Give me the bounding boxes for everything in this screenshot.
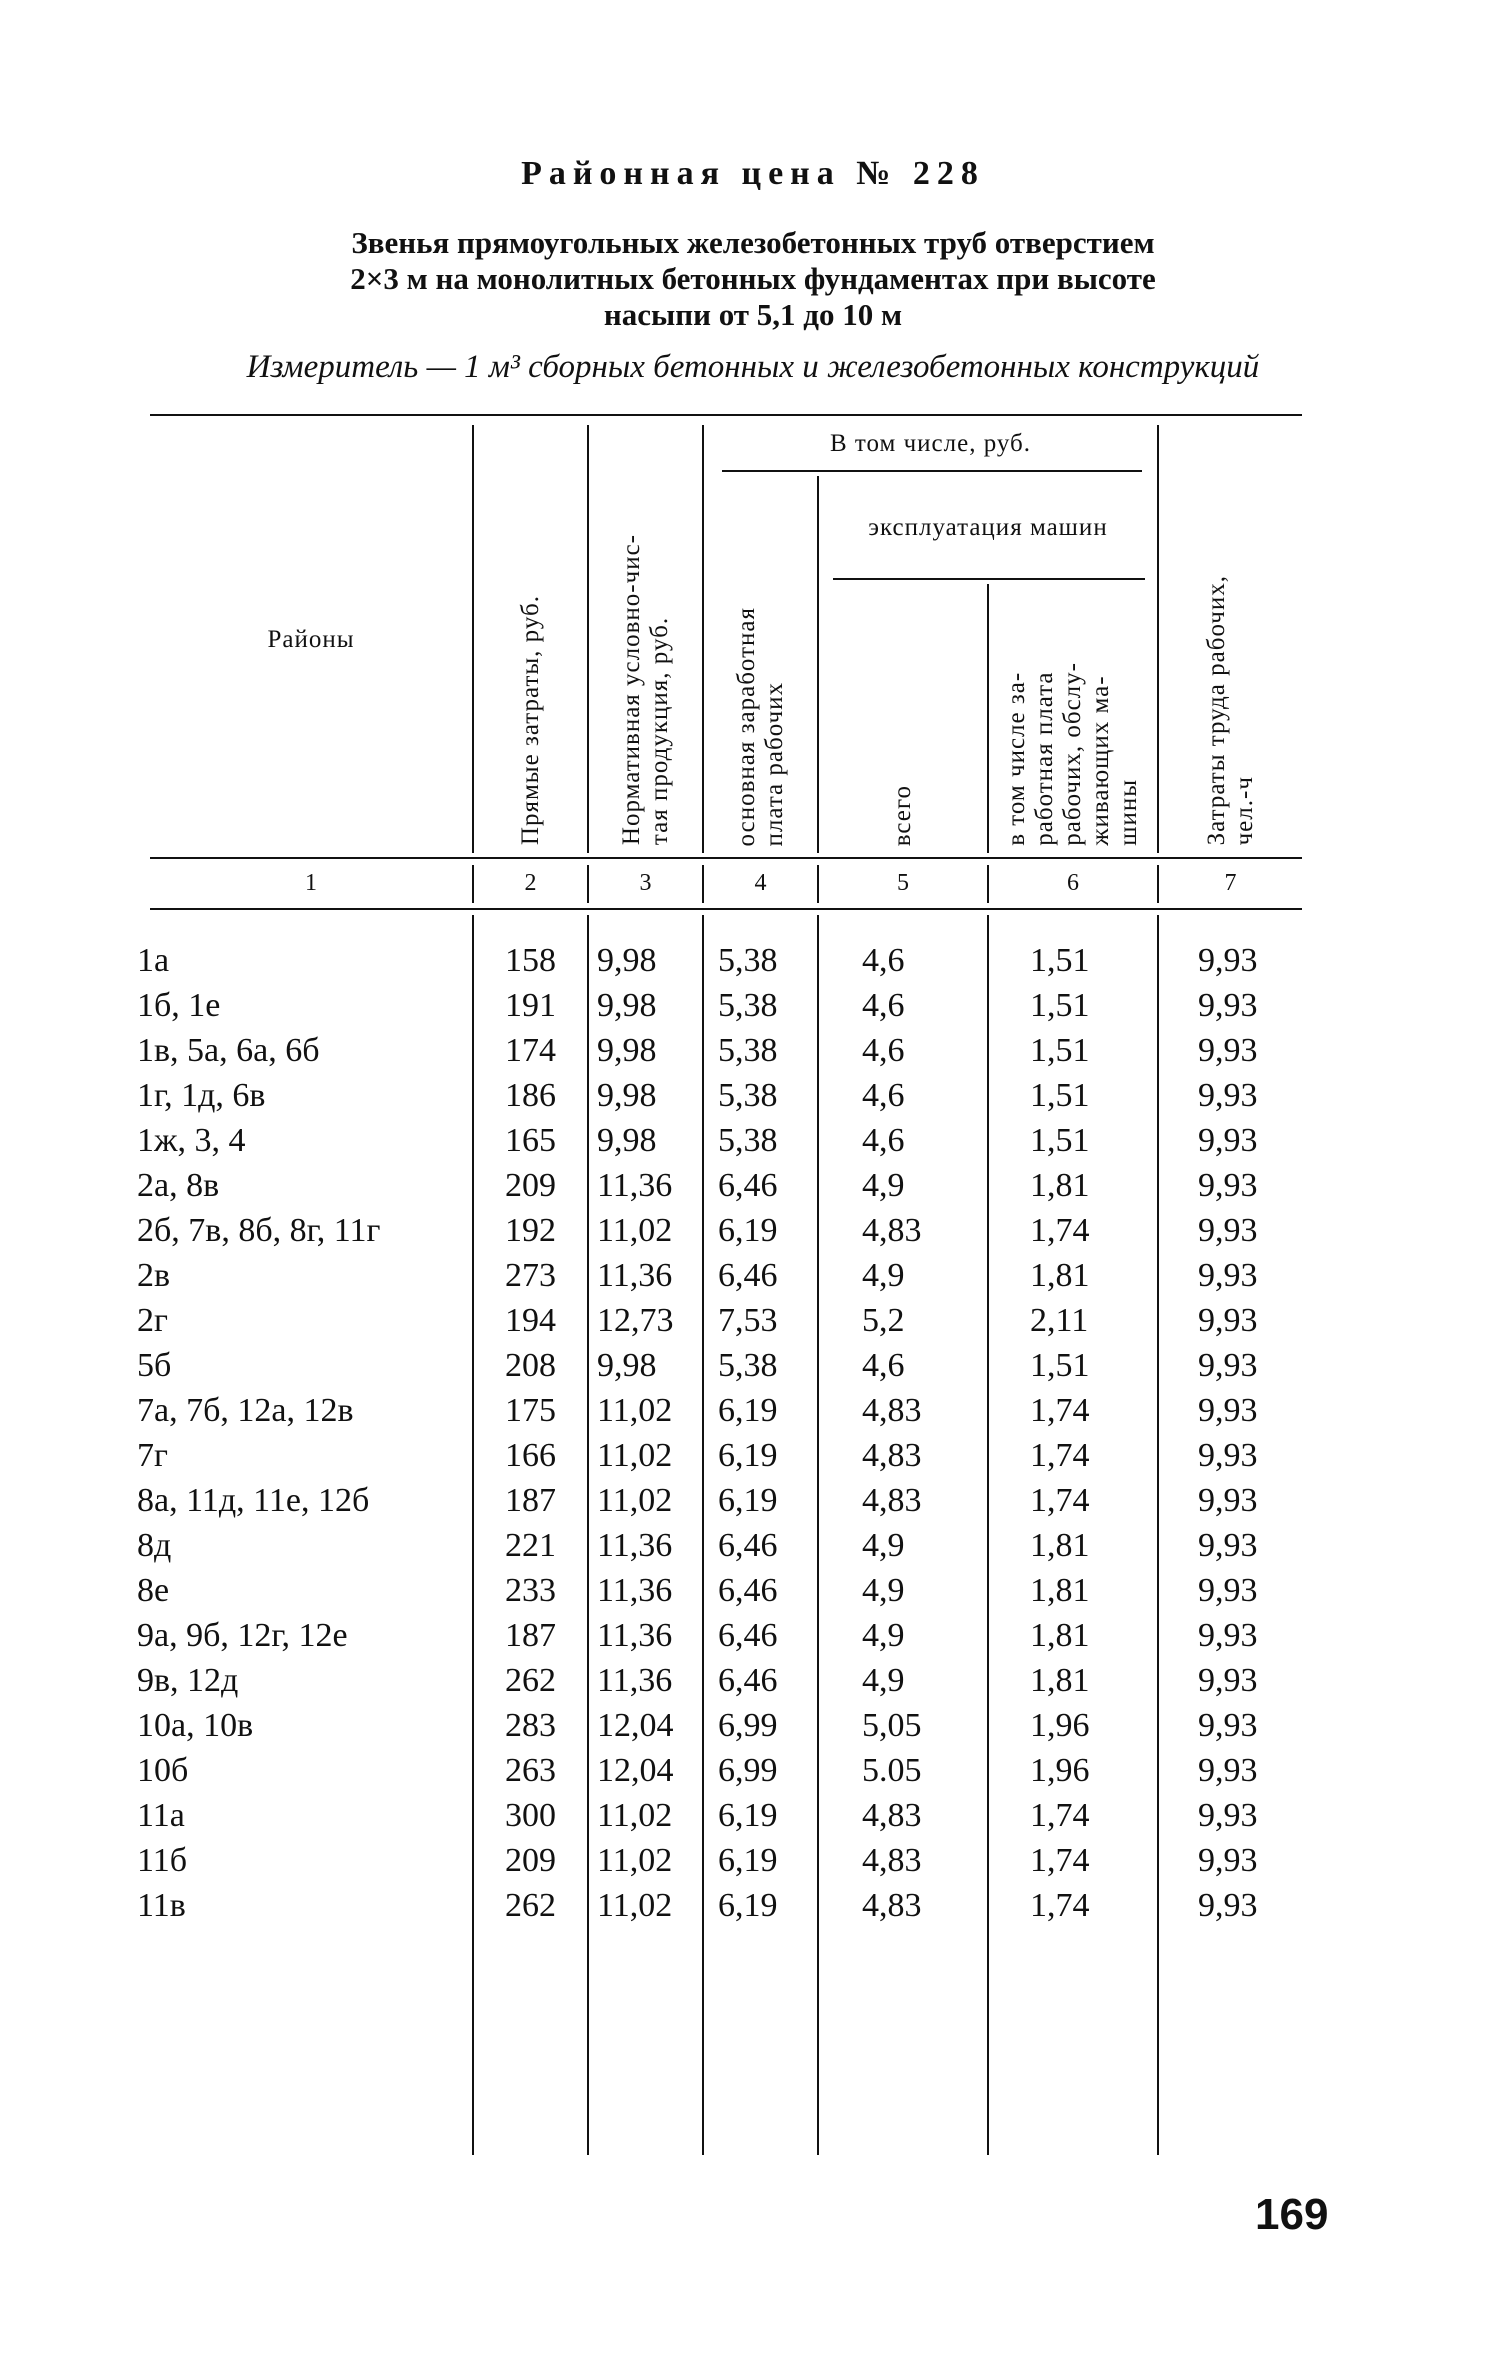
cell-region: 5б — [137, 1347, 172, 1384]
header-base-wage — [704, 476, 817, 846]
cell-region: 10а, 10в — [137, 1707, 254, 1744]
cell-machines-total: 5.05 — [862, 1752, 922, 1789]
cell-machine-wage: 2,11 — [1030, 1302, 1089, 1339]
header-base-wage-text: основная заработная плата рабочих — [732, 606, 788, 846]
cell-machine-wage: 1,96 — [1030, 1707, 1090, 1744]
cell-normative: 11,02 — [597, 1797, 673, 1834]
cell-base-wage: 6,46 — [718, 1257, 778, 1294]
cell-region: 1в, 5а, 6а, 6б — [137, 1032, 320, 1069]
cell-region: 2в — [137, 1257, 171, 1294]
cell-base-wage: 6,19 — [718, 1797, 778, 1834]
cell-base-wage: 6,19 — [718, 1437, 778, 1474]
cell-labor: 9,93 — [1198, 1437, 1258, 1474]
cell-machines-total: 4,83 — [862, 1392, 922, 1429]
cell-machines-total: 4,9 — [862, 1527, 905, 1564]
page-subtitle — [0, 225, 1506, 333]
cell-direct-costs: 209 — [505, 1167, 556, 1204]
cell-region: 9в, 12д — [137, 1662, 239, 1699]
cell-base-wage: 6,19 — [718, 1212, 778, 1249]
table-row — [0, 938, 1506, 983]
cell-labor: 9,93 — [1198, 1392, 1258, 1429]
header-bottom-rule — [150, 857, 1302, 859]
table-row — [0, 1838, 1506, 1883]
header-direct-costs — [474, 425, 587, 845]
cell-direct-costs: 186 — [505, 1077, 556, 1114]
cell-labor: 9,93 — [1198, 1707, 1258, 1744]
cell-labor: 9,93 — [1198, 1077, 1258, 1114]
cell-machine-wage: 1,74 — [1030, 1437, 1090, 1474]
cell-machines-total: 5,05 — [862, 1707, 922, 1744]
cell-labor: 9,93 — [1198, 1842, 1258, 1879]
cell-direct-costs: 165 — [505, 1122, 556, 1159]
header-labor-text: Затраты труда рабочих, чел.-ч — [1202, 574, 1258, 845]
cell-base-wage: 6,99 — [718, 1707, 778, 1744]
table-row — [0, 1163, 1506, 1208]
table-row — [0, 983, 1506, 1028]
cell-machines-total: 4,6 — [862, 987, 905, 1024]
cell-machine-wage: 1,51 — [1030, 1032, 1090, 1069]
cell-machines-total: 4,83 — [862, 1842, 922, 1879]
cell-normative: 11,02 — [597, 1842, 673, 1879]
cell-machine-wage: 1,51 — [1030, 1077, 1090, 1114]
cell-machine-wage: 1,81 — [1030, 1617, 1090, 1654]
column-number: 2 — [524, 870, 537, 896]
cell-machine-wage: 1,74 — [1030, 1392, 1090, 1429]
cell-labor: 9,93 — [1198, 1257, 1258, 1294]
cell-normative: 11,02 — [597, 1887, 673, 1924]
cell-direct-costs: 273 — [505, 1257, 556, 1294]
cell-machines-total: 4,6 — [862, 1077, 905, 1114]
cell-region: 1б, 1е — [137, 987, 221, 1024]
cell-machines-total: 4,6 — [862, 1032, 905, 1069]
cell-base-wage: 6,46 — [718, 1527, 778, 1564]
cell-labor: 9,93 — [1198, 1212, 1258, 1249]
cell-machines-total: 4,6 — [862, 942, 905, 979]
cell-labor: 9,93 — [1198, 1347, 1258, 1384]
cell-base-wage: 5,38 — [718, 1347, 778, 1384]
cell-region: 8а, 11д, 11е, 12б — [137, 1482, 370, 1519]
cell-region: 8д — [137, 1527, 172, 1564]
cell-machine-wage: 1,51 — [1030, 942, 1090, 979]
cell-base-wage: 5,38 — [718, 1122, 778, 1159]
cell-machine-wage: 1,51 — [1030, 1122, 1090, 1159]
table-row — [0, 1118, 1506, 1163]
cell-labor: 9,93 — [1198, 1887, 1258, 1924]
cell-region: 2б, 7в, 8б, 8г, 11г — [137, 1212, 381, 1249]
cell-region: 2г — [137, 1302, 168, 1339]
table-row — [0, 1478, 1506, 1523]
cell-direct-costs: 233 — [505, 1572, 556, 1609]
cell-direct-costs: 209 — [505, 1842, 556, 1879]
cell-normative: 9,98 — [597, 1347, 657, 1384]
cell-machine-wage: 1,51 — [1030, 987, 1090, 1024]
cell-machines-total: 4,83 — [862, 1482, 922, 1519]
cell-machines-total: 4,9 — [862, 1662, 905, 1699]
cell-direct-costs: 191 — [505, 987, 556, 1024]
cell-labor: 9,93 — [1198, 1662, 1258, 1699]
header-normative — [589, 425, 702, 845]
header-including: В том числе, руб. — [829, 430, 1032, 457]
table-top-rule — [150, 414, 1302, 416]
column-number: 6 — [1067, 870, 1079, 896]
cell-base-wage: 6,46 — [718, 1662, 778, 1699]
cell-labor: 9,93 — [1198, 1572, 1258, 1609]
cell-machine-wage: 1,74 — [1030, 1887, 1090, 1924]
table-row — [0, 1883, 1506, 1928]
cell-machines-total: 4,9 — [862, 1617, 905, 1654]
cell-normative: 12,04 — [597, 1752, 674, 1789]
cell-direct-costs: 263 — [505, 1752, 556, 1789]
cell-normative: 11,36 — [597, 1572, 673, 1609]
cell-normative: 11,36 — [597, 1662, 673, 1699]
cell-direct-costs: 262 — [505, 1887, 556, 1924]
cell-base-wage: 6,19 — [718, 1392, 778, 1429]
header-total — [819, 584, 987, 846]
table-row — [0, 1208, 1506, 1253]
cell-machine-wage: 1,74 — [1030, 1212, 1090, 1249]
page-heading: Районная цена № 228 — [521, 155, 985, 192]
cell-direct-costs: 194 — [505, 1302, 556, 1339]
cell-region: 11б — [137, 1842, 188, 1879]
cell-machine-wage: 1,81 — [1030, 1257, 1090, 1294]
cell-direct-costs: 166 — [505, 1437, 556, 1474]
cell-machine-wage: 1,51 — [1030, 1347, 1090, 1384]
cell-labor: 9,93 — [1198, 1797, 1258, 1834]
cell-region: 7а, 7б, 12а, 12в — [137, 1392, 354, 1429]
cell-base-wage: 6,19 — [718, 1482, 778, 1519]
cell-direct-costs: 283 — [505, 1707, 556, 1744]
cell-labor: 9,93 — [1198, 1167, 1258, 1204]
table-row — [0, 1343, 1506, 1388]
column-number: 3 — [639, 870, 652, 896]
cell-machines-total: 4,9 — [862, 1257, 905, 1294]
table-row — [0, 1568, 1506, 1613]
cell-direct-costs: 158 — [505, 942, 556, 979]
cell-machines-total: 4,9 — [862, 1572, 905, 1609]
cell-labor: 9,93 — [1198, 1122, 1258, 1159]
cell-labor: 9,93 — [1198, 1527, 1258, 1564]
cell-normative: 11,02 — [597, 1212, 673, 1249]
cell-base-wage: 6,46 — [718, 1167, 778, 1204]
cell-normative: 9,98 — [597, 1077, 657, 1114]
cell-machines-total: 4,83 — [862, 1887, 922, 1924]
cell-normative: 11,36 — [597, 1167, 673, 1204]
cell-labor: 9,93 — [1198, 1482, 1258, 1519]
table-row — [0, 1703, 1506, 1748]
cell-machines-total: 4,83 — [862, 1212, 922, 1249]
cell-machines-total: 4,9 — [862, 1167, 905, 1204]
cell-normative: 11,36 — [597, 1527, 673, 1564]
cell-region: 9а, 9б, 12г, 12е — [137, 1617, 348, 1654]
cell-normative: 11,02 — [597, 1437, 673, 1474]
header-regions: Районы — [267, 626, 355, 653]
numbers-bottom-rule — [150, 908, 1302, 910]
column-number: 4 — [754, 870, 767, 896]
cell-normative: 9,98 — [597, 942, 657, 979]
cell-machine-wage: 1,74 — [1030, 1797, 1090, 1834]
cell-labor: 9,93 — [1198, 1032, 1258, 1069]
cell-machines-total: 4,6 — [862, 1347, 905, 1384]
subtitle-line: 2×3 м на монолитных бетонных фундаментах при высоте — [350, 261, 1156, 296]
column-number: 5 — [897, 870, 909, 896]
cell-labor: 9,93 — [1198, 942, 1258, 979]
cell-direct-costs: 192 — [505, 1212, 556, 1249]
cell-region: 10б — [137, 1752, 189, 1789]
header-machines: эксплуатация машин — [868, 514, 1108, 541]
cell-direct-costs: 175 — [505, 1392, 556, 1429]
header-labor — [1159, 425, 1302, 845]
table-row — [0, 1658, 1506, 1703]
cell-region: 1а — [137, 942, 170, 979]
cell-machine-wage: 1,81 — [1030, 1527, 1090, 1564]
cell-normative: 9,98 — [597, 987, 657, 1024]
table-row — [0, 1028, 1506, 1073]
cell-direct-costs: 262 — [505, 1662, 556, 1699]
cell-normative: 11,02 — [597, 1482, 673, 1519]
cell-machines-total: 4,6 — [862, 1122, 905, 1159]
cell-direct-costs: 187 — [505, 1482, 556, 1519]
cell-labor: 9,93 — [1198, 1617, 1258, 1654]
cell-machine-wage: 1,81 — [1030, 1662, 1090, 1699]
cell-machines-total: 5,2 — [862, 1302, 905, 1339]
cell-base-wage: 5,38 — [718, 987, 778, 1024]
measure-unit: Измеритель — 1 м³ сборных бетонных и железобетонных конструкций — [246, 349, 1260, 385]
cell-base-wage: 6,46 — [718, 1617, 778, 1654]
machines-rule — [833, 578, 1145, 580]
table-row — [0, 1523, 1506, 1568]
cell-machine-wage: 1,96 — [1030, 1752, 1090, 1789]
cell-labor: 9,93 — [1198, 1302, 1258, 1339]
header-normative-text: Нормативная условно-чис- тая продукция, руб. — [617, 533, 673, 845]
cell-region: 1г, 1д, 6в — [137, 1077, 266, 1114]
column-number: 7 — [1224, 870, 1237, 896]
cell-base-wage: 6,19 — [718, 1842, 778, 1879]
table-row — [0, 1433, 1506, 1478]
table-row — [0, 1613, 1506, 1658]
table-row — [0, 1748, 1506, 1793]
cell-base-wage: 7,53 — [718, 1302, 778, 1339]
cell-region: 1ж, 3, 4 — [137, 1122, 246, 1159]
page-number: 169 — [1255, 2190, 1329, 2239]
table-row — [0, 1073, 1506, 1118]
cell-normative: 12,73 — [597, 1302, 674, 1339]
cell-normative: 11,02 — [597, 1392, 673, 1429]
column-number: 1 — [305, 870, 317, 896]
cell-direct-costs: 208 — [505, 1347, 556, 1384]
cell-machines-total: 4,83 — [862, 1437, 922, 1474]
cell-region: 2а, 8в — [137, 1167, 220, 1204]
cell-machine-wage: 1,81 — [1030, 1167, 1090, 1204]
header-direct-costs-text: Прямые затраты, руб. — [516, 594, 544, 845]
header-machine-wage — [989, 584, 1157, 846]
header-machine-wage-text: в том числе за- работная плата рабочих, обслу- живающих ма- шины — [1003, 662, 1142, 846]
column-numbers — [0, 870, 1506, 902]
cell-normative: 11,36 — [597, 1617, 673, 1654]
table-row — [0, 1298, 1506, 1343]
cell-region: 8е — [137, 1572, 170, 1609]
cell-base-wage: 5,38 — [718, 942, 778, 979]
cell-direct-costs: 187 — [505, 1617, 556, 1654]
cell-region: 11а — [137, 1797, 185, 1834]
table-row — [0, 1793, 1506, 1838]
including-rule — [722, 470, 1142, 472]
table-row — [0, 1388, 1506, 1433]
subtitle-line: Звенья прямоугольных железобетонных труб отверстием — [351, 225, 1155, 260]
cell-base-wage: 6,46 — [718, 1572, 778, 1609]
cell-normative: 11,36 — [597, 1257, 673, 1294]
cell-base-wage: 6,19 — [718, 1887, 778, 1924]
cell-base-wage: 6,99 — [718, 1752, 778, 1789]
subtitle-line: насыпи от 5,1 до 10 м — [603, 297, 903, 332]
cell-base-wage: 5,38 — [718, 1032, 778, 1069]
cell-machines-total: 4,83 — [862, 1797, 922, 1834]
cell-normative: 9,98 — [597, 1122, 657, 1159]
cell-machine-wage: 1,74 — [1030, 1842, 1090, 1879]
cell-machine-wage: 1,81 — [1030, 1572, 1090, 1609]
cell-labor: 9,93 — [1198, 987, 1258, 1024]
cell-direct-costs: 221 — [505, 1527, 556, 1564]
cell-labor: 9,93 — [1198, 1752, 1258, 1789]
table-row — [0, 1253, 1506, 1298]
cell-direct-costs: 300 — [505, 1797, 556, 1834]
cell-normative: 9,98 — [597, 1032, 657, 1069]
cell-base-wage: 5,38 — [718, 1077, 778, 1114]
header-total-text: всего — [889, 784, 916, 846]
cell-region: 7г — [137, 1437, 168, 1474]
cell-direct-costs: 174 — [505, 1032, 556, 1069]
cell-normative: 12,04 — [597, 1707, 674, 1744]
cell-machine-wage: 1,74 — [1030, 1482, 1090, 1519]
cell-region: 11в — [137, 1887, 186, 1924]
